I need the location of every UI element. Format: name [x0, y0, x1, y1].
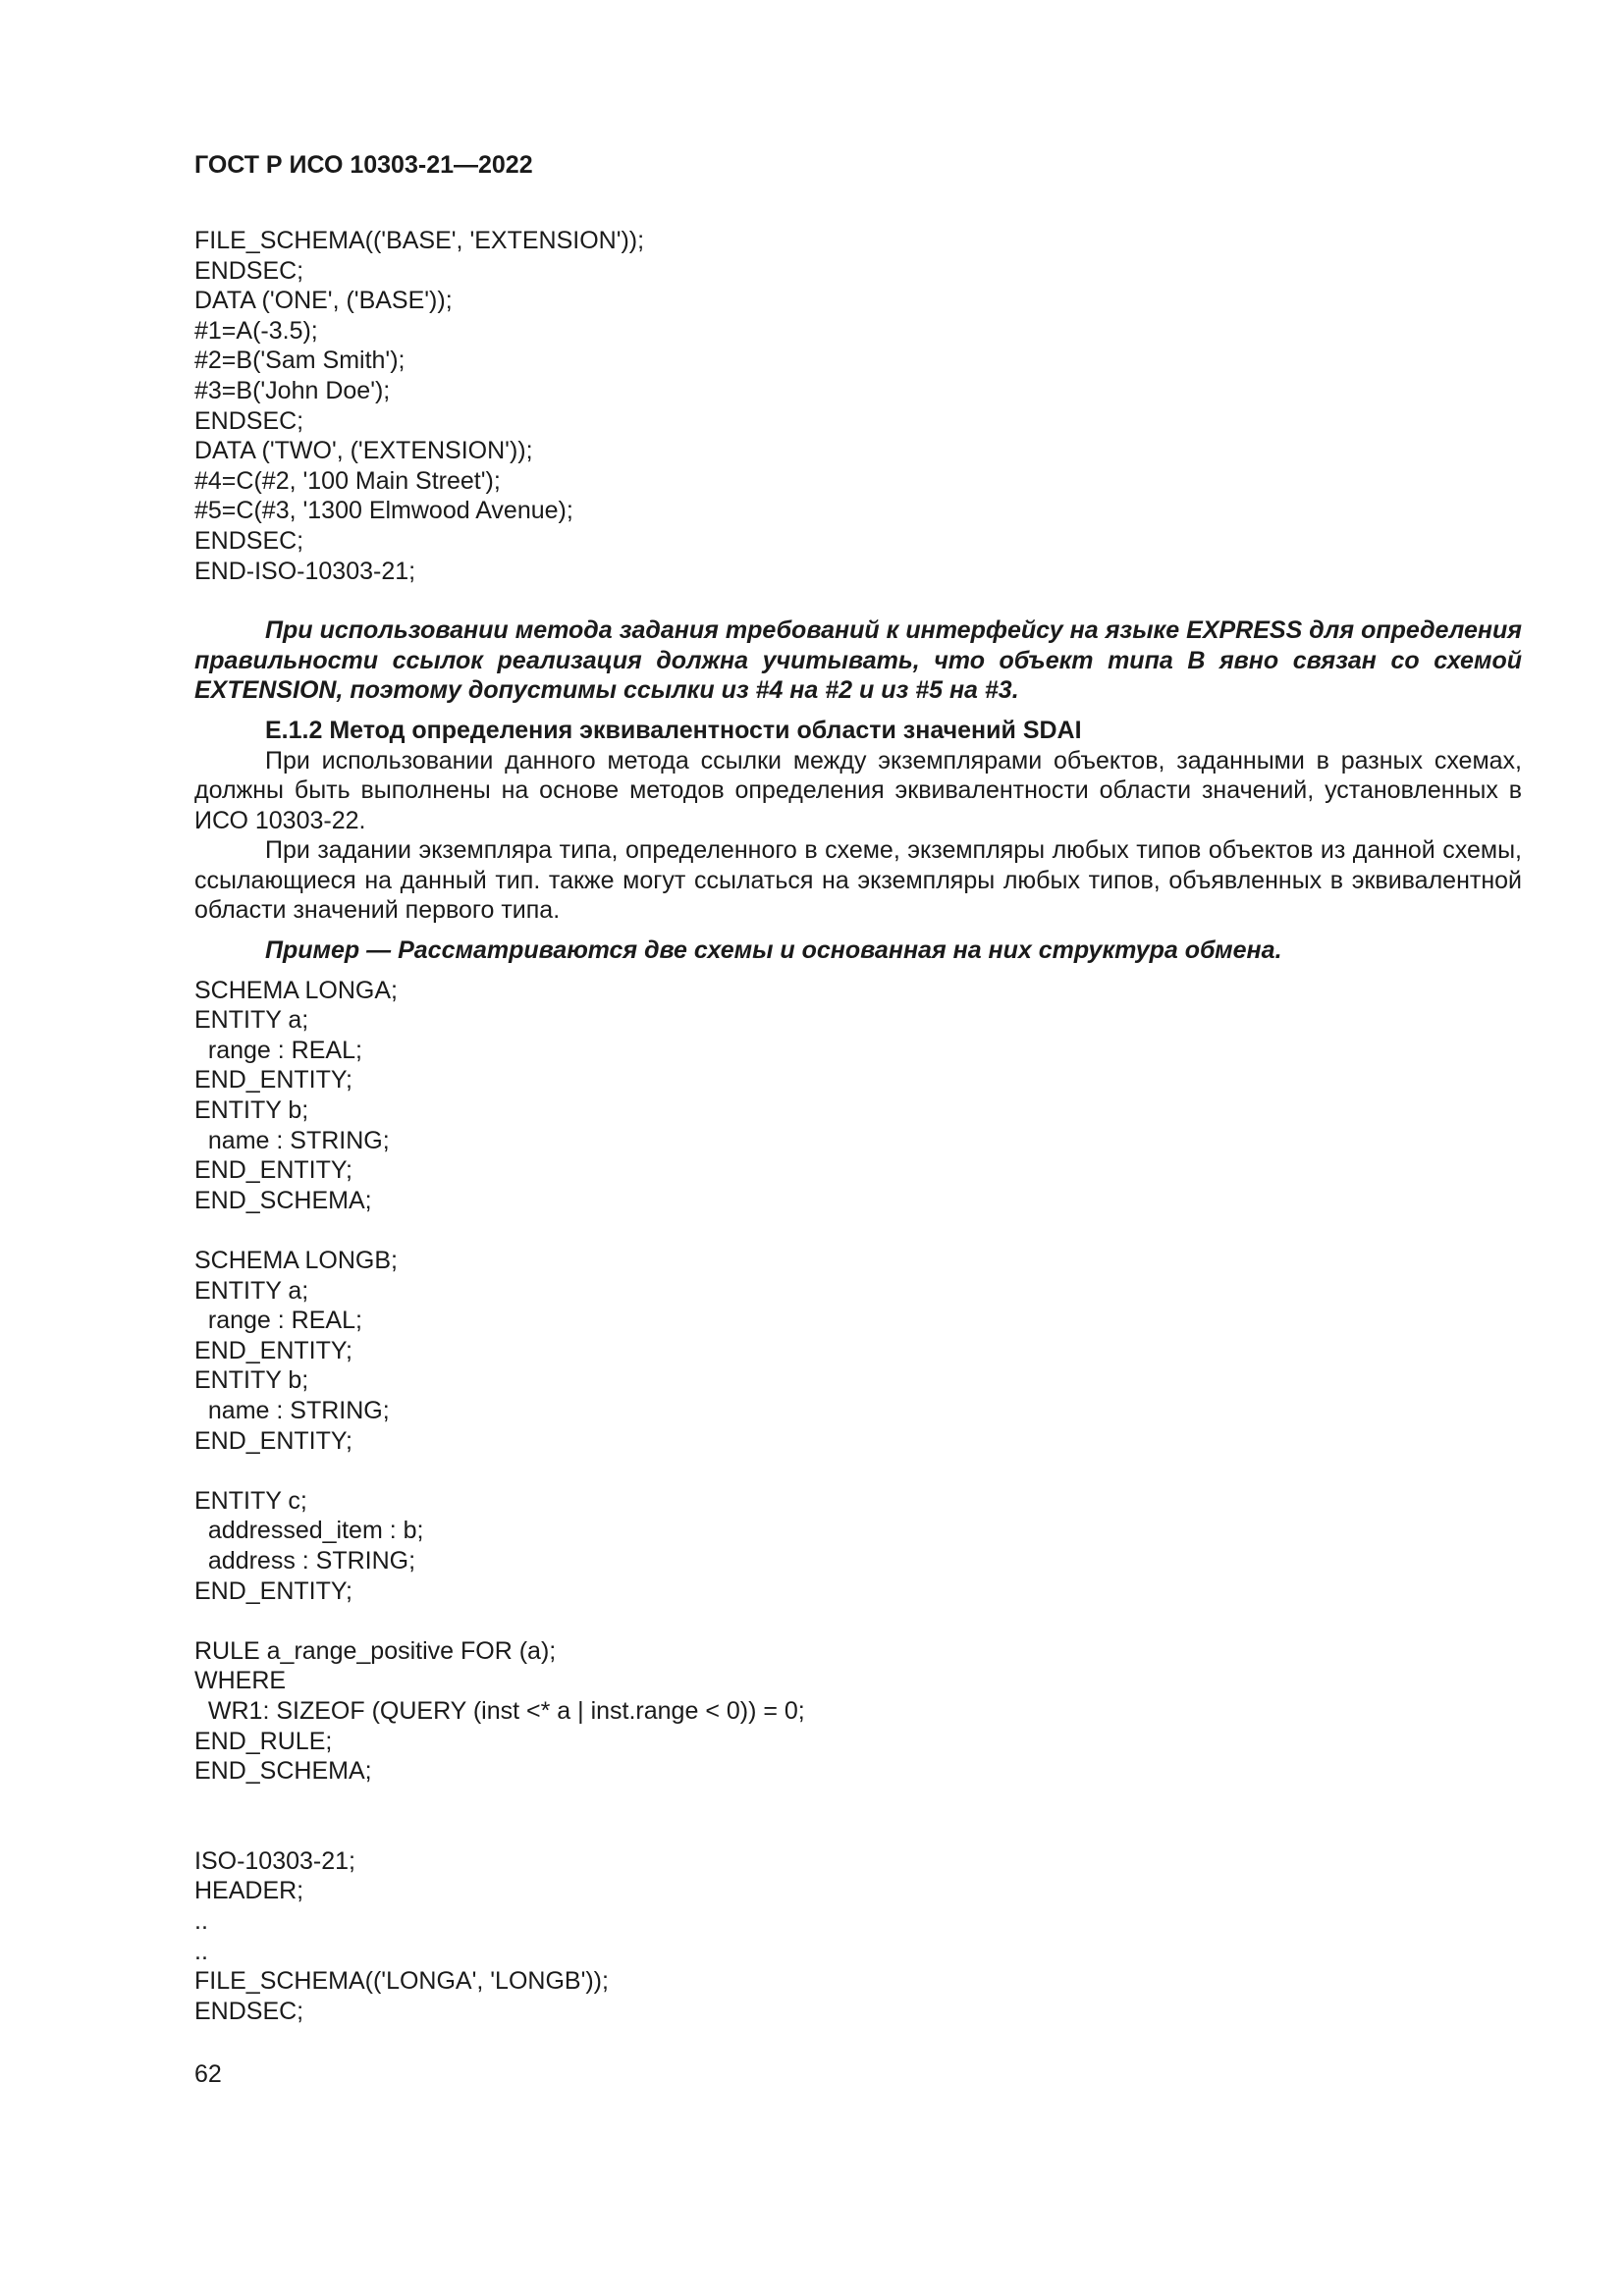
code-line: ..	[194, 1907, 208, 1936]
code-line: FILE_SCHEMA(('LONGA', 'LONGB'));	[194, 1967, 609, 1996]
code-line	[194, 1606, 1522, 1636]
code-line	[194, 1456, 1522, 1486]
code-line	[194, 1787, 1522, 1817]
code-line: #1=A(-3.5);	[194, 316, 318, 345]
code-line: SCHEMA LONGA;	[194, 976, 398, 1004]
code-line: END_ENTITY;	[194, 1336, 352, 1364]
page-number: 62	[194, 2060, 222, 2089]
code-line: END_RULE;	[194, 1727, 333, 1755]
code-line: END_ENTITY;	[194, 1066, 352, 1095]
code-line: ENTITY a;	[194, 1006, 309, 1035]
code-line: ENDSEC;	[194, 1997, 304, 2025]
code-line: DATA ('ONE', ('BASE'));	[194, 287, 453, 315]
code-line: ENTITY b;	[194, 1096, 309, 1125]
code-line: range : REAL;	[194, 1307, 362, 1335]
code-line: name : STRING;	[194, 1396, 390, 1424]
code-line: END_SCHEMA;	[194, 1186, 372, 1214]
code-line: address : STRING;	[194, 1546, 416, 1575]
code-line: END_ENTITY;	[194, 1426, 352, 1455]
code-line: ENTITY b;	[194, 1366, 309, 1395]
code-line: END_SCHEMA;	[194, 1757, 372, 1786]
example-caption: Пример — Рассматриваются две схемы и основанная на них структура обмена.	[265, 936, 1282, 965]
code-line	[194, 1816, 1522, 1846]
document-page	[194, 147, 1522, 2089]
section-paragraph-2: При задании экземпляра типа, определенного в схеме, экземпляры любых типов объектов из данной схемы, ссылающиеся на данный тип. также могут ссылаться на экземпляры любых типов, объявленных в эквивалентной области значений первого типа.	[194, 836, 1522, 925]
code-line: addressed_item : b;	[194, 1517, 424, 1545]
section-heading: Е.1.2 Метод определения эквивалентности области значений SDAI	[265, 716, 1082, 744]
code-line: ..	[194, 1937, 208, 1965]
code-line	[194, 1215, 1522, 1246]
code-line: ENDSEC;	[194, 526, 304, 555]
document-header: ГОСТ Р ИСО 10303-21—2022	[194, 151, 533, 179]
code-line: #2=B('Sam Smith');	[194, 347, 406, 375]
code-line: range : REAL;	[194, 1036, 362, 1064]
code-line: name : STRING;	[194, 1126, 390, 1154]
section-paragraph-1: При использовании данного метода ссылки между экземплярами объектов, заданными в разных схемах, должны быть выполнены на основе методов определения эквивалентности области значений, установленных в ИСО 10303-22.	[194, 746, 1522, 834]
code-line: END_ENTITY;	[194, 1156, 352, 1185]
code-block-schemas	[194, 976, 1522, 2027]
code-line: #3=B('John Doe');	[194, 376, 391, 404]
code-line: #4=C(#2, '100 Main Street');	[194, 466, 501, 495]
code-block-exchange-file	[194, 226, 1522, 586]
code-line: ENDSEC;	[194, 406, 304, 435]
code-line: ENDSEC;	[194, 256, 304, 285]
code-line: HEADER;	[194, 1877, 304, 1905]
code-line: WR1: SIZEOF (QUERY (inst <* a | inst.range < 0)) = 0;	[194, 1696, 805, 1725]
code-line: ISO-10303-21;	[194, 1846, 355, 1875]
code-line: WHERE	[194, 1667, 287, 1695]
code-line: RULE a_range_positive FOR (a);	[194, 1636, 557, 1665]
code-line: SCHEMA LONGB;	[194, 1247, 398, 1274]
code-line: FILE_SCHEMA(('BASE', 'EXTENSION'));	[194, 227, 645, 254]
code-line: ENTITY c;	[194, 1486, 307, 1515]
code-line: #5=C(#3, '1300 Elmwood Avenue);	[194, 497, 573, 525]
code-line: ENTITY a;	[194, 1276, 309, 1305]
code-line: END-ISO-10303-21;	[194, 557, 416, 585]
note-paragraph: При использовании метода задания требований к интерфейсу на языке EXPRESS для определения правильности ссылок реализация должна учитывать, что объект типа B явно связан со схемой EXTENSION, поэтому допустимы ссылки из #4 на #2 и из #5 на #3.	[194, 616, 1522, 705]
code-line: END_ENTITY;	[194, 1576, 352, 1605]
code-line: DATA ('TWO', ('EXTENSION'));	[194, 437, 533, 465]
